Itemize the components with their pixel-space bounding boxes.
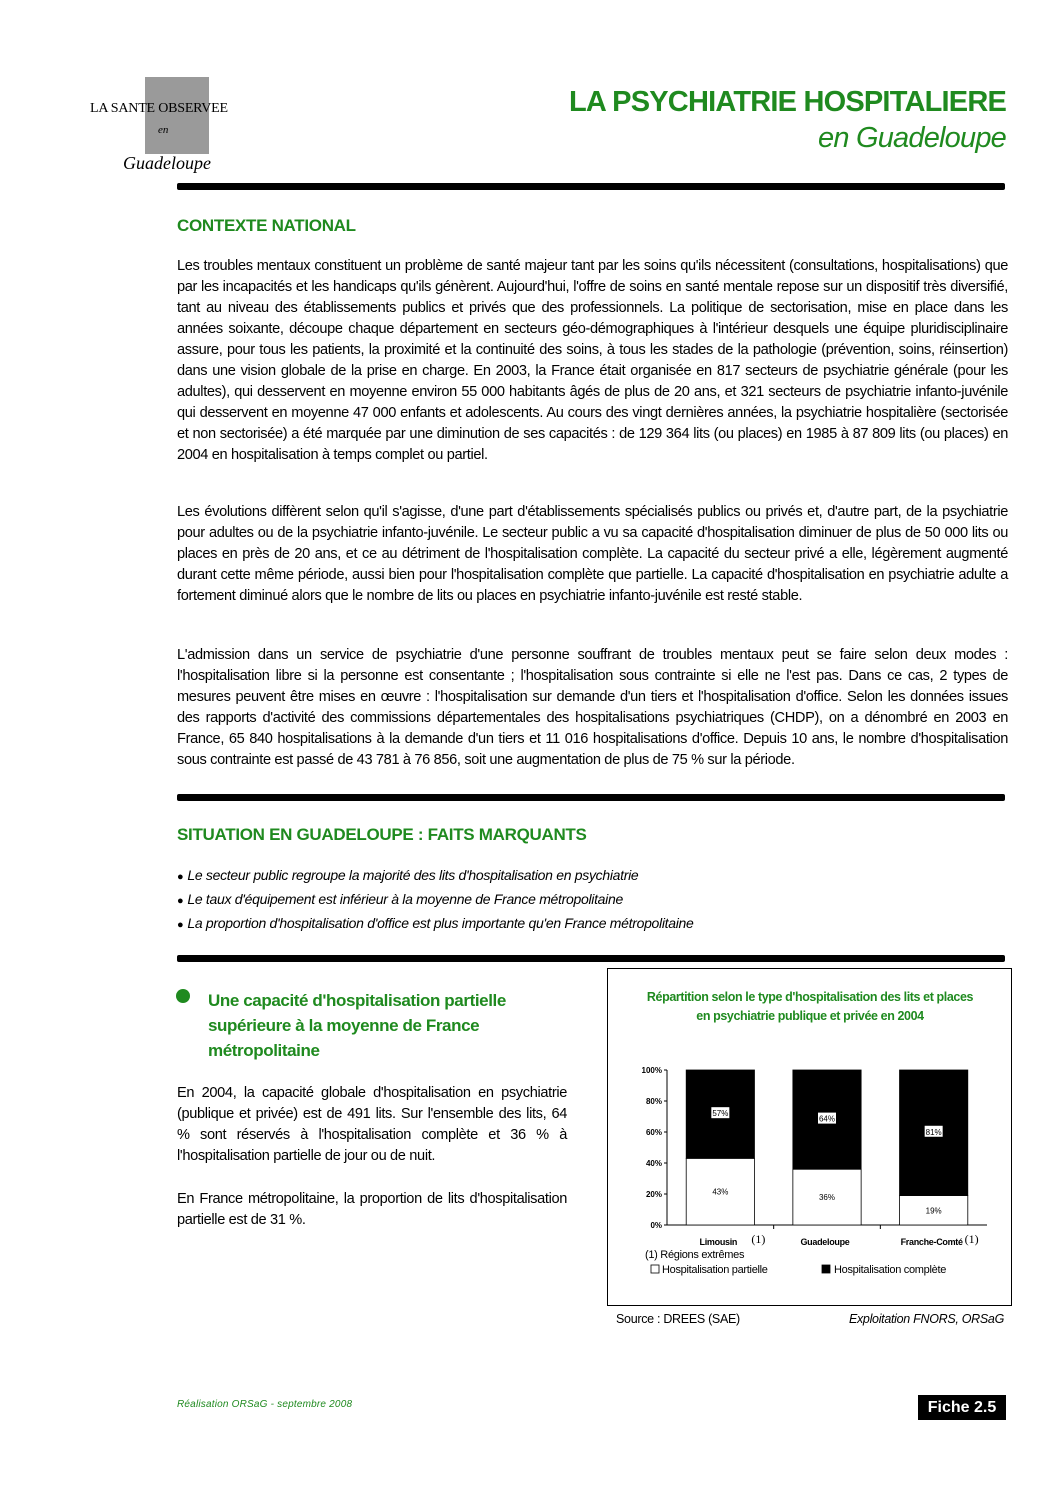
y-tick-label: 20%	[645, 1190, 662, 1199]
section-heading-contexte: CONTEXTE NATIONAL	[177, 216, 356, 235]
page-subtitle: en Guadeloupe	[818, 122, 1006, 154]
chart-footnote: (1) Régions extrêmes	[645, 1249, 745, 1261]
chart-source: Source : DREES (SAE)	[616, 1312, 740, 1326]
bullet-icon: ●	[177, 919, 184, 931]
logo-en: en	[158, 124, 169, 136]
logo-title: LA SANTE OBSERVEE	[90, 101, 228, 116]
section-divider-2	[177, 955, 1005, 962]
y-tick-label: 40%	[645, 1159, 662, 1168]
paragraph-contexte-3: L'admission dans un service de psychiatrie d'une personne souffrant de troubles mentaux peut se faire selon deux modes : l'hospitalisation libre si la personne est consentante ; l'hospitalisation sous contrainte si elle ne l'est pas. Dans ce cas, 2 types de mesures peuvent être mises en œuvre : l'hospitalisation sur demande d'un tiers et l'hospitalisation d'office. Selon les données issues des rapports d'activité des commissions départementales des hospitalisations psychiatriques (CHDP), on a dénombré en 2003 en France, 65 840 hospitalisations à la demande d'un tiers et 11 016 hospitalisations d'office. Depuis 10 ans, le nombre d'hospitalisation sous contrainte est passé de 43 781 à 76 856, soit une augmentation de plus de 75 % sur la période.	[177, 647, 1008, 768]
paragraph-contexte-1: Les troubles mentaux constituent un problème de santé majeur tant par les soins qu'ils nécessitent (consultations, hospitalisations) que par les incapacités et les handicaps qu'ils génèrent. Aujourd'hui, l'offre de soins en santé mentale repose sur un dispositif très diversifié, tant au niveau des établissements publics et privés que des professionnels. La politique de sectorisation, mise en place dans les années soixante, découpe chaque département en secteurs géo-démographiques à l'intérieur desquels une équipe pluridisciplinaire assure, pour tous les patients, la proximité et la continuité des soins, à tous les stades de la pathologie (prévention, soins, réinsertion) dans une vision globale de la prise en charge. En 2003, la France était organisée en 817 secteurs de psychiatrie générale (pour les adultes), qui desservent en moyenne environ 55 000 habitants âgés de plus de 20 ans, et 321 secteurs de psychiatrie infanto-juvénile qui desservent en moyenne 47 000 enfants et adolescents. Au cours des vingt dernières années, la psychiatrie hospitalière (sectorisée et non sectorisée) a été marquée par une diminution de ses capacités : de 129 364 lits (ou places) en 1985 à 87 809 lits (ou places) en 2004 en hospitalisation à temps complet ou partiel.	[177, 258, 1008, 463]
chart-credit: Exploitation FNORS, ORSaG	[848, 1312, 1004, 1326]
y-tick-label: 60%	[645, 1128, 662, 1137]
list-item	[177, 912, 997, 936]
data-label-complete: 81%	[925, 1127, 942, 1137]
legend-label-partial: Hospitalisation partielle	[662, 1264, 768, 1276]
x-category-label: Franche-Comté	[900, 1237, 963, 1247]
header-divider	[177, 183, 1005, 190]
section-bullet-icon	[176, 989, 190, 1003]
bullet-icon: ●	[177, 871, 184, 883]
legend-swatch-partial	[651, 1265, 659, 1273]
legend-label-complete: Hospitalisation complète	[834, 1264, 947, 1276]
bullet-text: Le secteur public regroupe la majorité des lits d'hospitalisation en psychiatrie	[187, 867, 639, 883]
section-divider-1	[177, 794, 1005, 801]
chart-title: Répartition selon le type d'hospitalisation des lits et places en psychiatrie publique et privée en 2004	[646, 990, 974, 1023]
data-label-partial: 19%	[925, 1206, 942, 1216]
bullet-text: La proportion d'hospitalisation d'office est plus importante qu'en France métropolitaine	[187, 915, 694, 931]
x-category-label: Limousin	[699, 1237, 738, 1247]
data-label-complete: 64%	[818, 1114, 836, 1124]
fiche-badge: Fiche 2.5	[918, 1395, 1006, 1420]
y-tick-label: 80%	[645, 1097, 662, 1106]
logo-region: Guadeloupe	[123, 153, 211, 173]
y-tick-label: 0%	[650, 1221, 662, 1230]
paragraph-capacite-2: En France métropolitaine, la proportion de lits d'hospitalisation partielle est de 31 %.	[177, 1191, 567, 1228]
subsection-heading: Une capacité d'hospitalisation partielle supérieure à la moyenne de France métropolitaine	[208, 991, 506, 1060]
paragraph-contexte-2: Les évolutions diffèrent selon qu'il s'agisse, d'une part d'établissements spécialisés publics ou privés et, d'autre part, de la psychiatrie pour adultes ou de la psychiatrie infanto-juvénile. Le secteur public a vu sa capacité d'hospitalisation diminuer de plus de 50 000 lits ou places en près de 20 ans, et ce au détriment de l'hospitalisation complète. La capacité du secteur privé a elle, légèrement augmenté durant cette même période, aussi bien pour l'hospitalisation complète que partielle. La capacité d'hospitalisation en psychiatrie adulte a fortement diminué alors que le nombre de lits ou places en psychiatrie infanto-juvénile est resté stable.	[177, 504, 1008, 604]
list-item	[177, 864, 997, 888]
faits-marquants-list	[177, 864, 997, 936]
legend-swatch-complete	[822, 1265, 830, 1273]
footer-credit: Réalisation ORSaG - septembre 2008	[177, 1399, 353, 1410]
data-label-partial: 36%	[818, 1193, 836, 1203]
y-tick-label: 100%	[641, 1066, 662, 1075]
data-label-complete: 57%	[712, 1109, 729, 1119]
data-label-partial: 43%	[712, 1187, 729, 1197]
stacked-bar-chart	[607, 1060, 1012, 1290]
page-title: LA PSYCHIATRIE HOSPITALIERE	[568, 86, 1006, 118]
x-category-label: Guadeloupe	[800, 1237, 850, 1247]
x-category-mark: (1)	[751, 1232, 766, 1246]
x-category-mark: (1)	[964, 1232, 979, 1246]
bullet-text: Le taux d'équipement est inférieur à la moyenne de France métropolitaine	[187, 891, 623, 907]
list-item	[177, 888, 997, 912]
section-heading-situation: SITUATION EN GUADELOUPE : FAITS MARQUANTS	[177, 825, 587, 844]
bullet-icon: ●	[177, 895, 184, 907]
paragraph-capacite-1: En 2004, la capacité globale d'hospitalisation en psychiatrie (publique et privée) est de 491 lits. Sur l'ensemble des lits, 64 % sont réservés à l'hospitalisation complète et 36 % à l'hospitalisation partielle de jour ou de nuit.	[177, 1085, 567, 1164]
